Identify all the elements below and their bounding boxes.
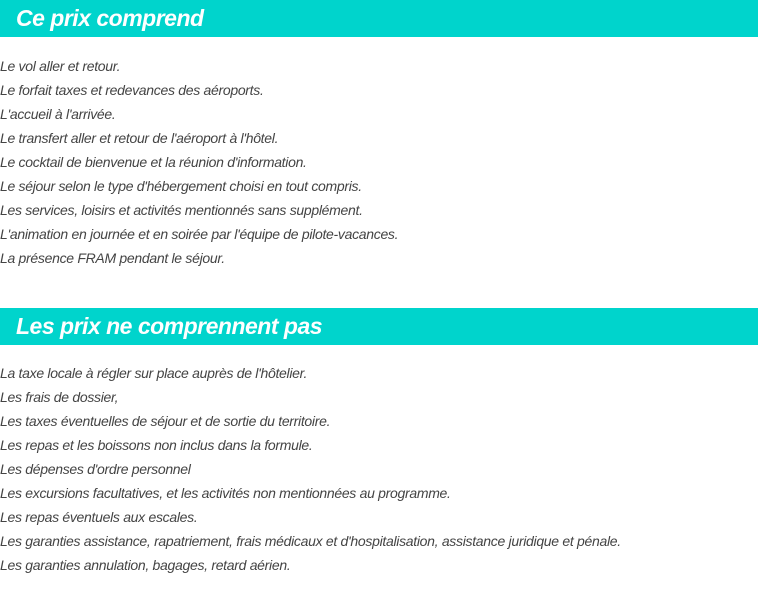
list-item: La taxe locale à régler sur place auprès de l'hôtelier. [0,365,308,381]
list-item: Le transfert aller et retour de l'aéroport à l'hôtel. [0,130,279,146]
list-item: Les repas éventuels aux escales. [0,509,198,525]
list-item: Le forfait taxes et redevances des aéroports. [0,82,264,98]
list-item: Les frais de dossier, [0,389,119,405]
list-item: Le séjour selon le type d'hébergement choisi en tout compris. [0,178,362,194]
included-heading: Ce prix comprend [0,0,758,37]
list-item: Les services, loisirs et activités mentionnés sans supplément. [0,202,363,218]
included-section [0,0,758,270]
excluded-list [0,345,758,577]
list-item: L'accueil à l'arrivée. [0,106,116,122]
list-item: Les dépenses d'ordre personnel [0,461,191,477]
list-item: Les garanties annulation, bagages, retard aérien. [0,557,291,573]
list-item: L'animation en journée et en soirée par l'équipe de pilote-vacances. [0,226,399,242]
list-item: Les taxes éventuelles de séjour et de sortie du territoire. [0,413,331,429]
included-list [0,37,758,270]
excluded-section [0,308,758,577]
list-item: Les garanties assistance, rapatriement, frais médicaux et d'hospitalisation, assistance juridique et pénale. [0,533,621,549]
list-item: Les repas et les boissons non inclus dans la formule. [0,437,313,453]
list-item: Le cocktail de bienvenue et la réunion d'information. [0,154,307,170]
list-item: Le vol aller et retour. [0,58,121,74]
list-item: La présence FRAM pendant le séjour. [0,250,225,266]
list-item: Les excursions facultatives, et les activités non mentionnées au programme. [0,485,451,501]
excluded-heading: Les prix ne comprennent pas [0,308,758,345]
